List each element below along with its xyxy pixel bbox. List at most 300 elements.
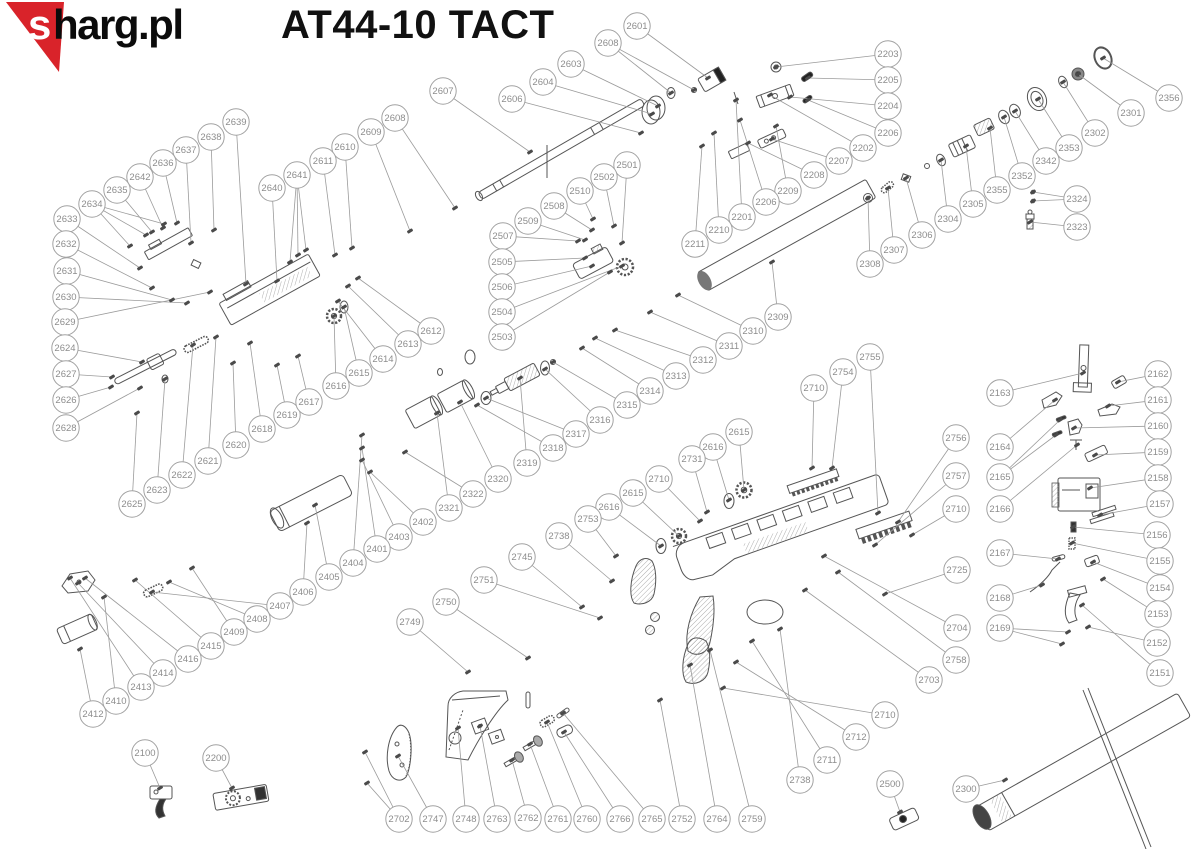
part-callout-2626[interactable]: [53, 387, 79, 413]
part-callout-2202[interactable]: [850, 135, 876, 161]
leader-line: [563, 713, 652, 819]
callout-number: 2401: [366, 544, 388, 556]
part-callout-2640[interactable]: [259, 175, 285, 201]
part-callout-2636[interactable]: [150, 150, 176, 176]
part-callout-2169[interactable]: [987, 615, 1013, 641]
callout-number: 2601: [626, 21, 648, 33]
part-pin-glyph: [1059, 641, 1066, 647]
callout-number: 2307: [883, 245, 905, 257]
part-callout-2304[interactable]: [935, 206, 961, 232]
part-callout-2754[interactable]: [830, 359, 856, 385]
part-callout-2317[interactable]: [563, 421, 589, 447]
part-callout-2306[interactable]: [909, 222, 935, 248]
callout-number: 2508: [543, 201, 565, 213]
part-pin-glyph: [720, 685, 727, 691]
part-callout-2766[interactable]: [607, 806, 633, 832]
part-callout-2613[interactable]: [395, 331, 421, 357]
part-pin-glyph: [575, 238, 582, 244]
part-callout-2635[interactable]: [104, 177, 130, 203]
callout-number: 2640: [261, 183, 283, 195]
part-callout-2750[interactable]: [433, 589, 459, 615]
part-callout-2755[interactable]: [857, 344, 883, 370]
part-callout-2315[interactable]: [614, 392, 640, 418]
part-callout-2712[interactable]: [843, 724, 869, 750]
leader-line: [502, 272, 610, 337]
part-callout-2305[interactable]: [960, 191, 986, 217]
part-callout-2759[interactable]: [739, 806, 765, 832]
callout-number: 2749: [399, 617, 421, 629]
part-pin-glyph: [733, 659, 740, 665]
part-pin-glyph: [1100, 55, 1107, 61]
part-callout-2624[interactable]: [52, 335, 78, 361]
part-callout-2762[interactable]: [515, 805, 541, 831]
part-callout-2166[interactable]: [987, 496, 1013, 522]
part-callout-2502[interactable]: [591, 164, 617, 190]
callout-number: 2159: [1147, 447, 1169, 459]
callout-number: 2615: [728, 427, 750, 439]
leader-line: [615, 330, 703, 360]
part-callout-2155[interactable]: [1147, 548, 1173, 574]
callout-number: 2203: [877, 49, 899, 61]
callout-number: 2356: [1158, 93, 1180, 105]
part-callout-2205[interactable]: [875, 67, 901, 93]
callout-number: 2507: [492, 231, 514, 243]
part-callout-2162[interactable]: [1145, 361, 1171, 387]
part-callout-2764[interactable]: [704, 806, 730, 832]
part-callout-2632[interactable]: [53, 231, 79, 257]
part-callout-2710[interactable]: [646, 466, 672, 492]
part-callout-2760[interactable]: [574, 806, 600, 832]
part-callout-2415[interactable]: [198, 633, 224, 659]
part-callout-2608[interactable]: [595, 30, 621, 56]
part-pin-glyph: [143, 232, 150, 238]
callout-number: 2402: [412, 517, 434, 529]
callout-number: 2310: [742, 326, 764, 338]
part-callout-2161[interactable]: [1145, 387, 1171, 413]
part-callout-2352[interactable]: [1009, 163, 1035, 189]
page-title: AT44-10 TACT: [281, 3, 555, 47]
part-callout-2504[interactable]: [489, 299, 515, 325]
part-callout-2623[interactable]: [144, 477, 170, 503]
part-callout-2752[interactable]: [669, 806, 695, 832]
callout-number: 2500: [879, 779, 901, 791]
part-callout-2406[interactable]: [290, 579, 316, 605]
callout-number: 2353: [1058, 143, 1080, 155]
part-callout-2508[interactable]: [541, 193, 567, 219]
part-pin-glyph: [184, 300, 191, 306]
leader-line: [824, 556, 957, 628]
callout-number: 2301: [1120, 108, 1142, 120]
part-callout-2751[interactable]: [471, 567, 497, 593]
part-pin-glyph: [108, 384, 115, 390]
callout-number: 2638: [200, 132, 222, 144]
part-callout-2206[interactable]: [875, 120, 901, 146]
part-pin-glyph: [1060, 79, 1067, 85]
part-callout-2201[interactable]: [729, 204, 755, 230]
part-callout-2160[interactable]: [1145, 413, 1171, 439]
callout-number: 2619: [276, 410, 298, 422]
callout-number: 2163: [989, 388, 1011, 400]
part-callout-2211[interactable]: [682, 231, 708, 257]
callout-number: 2750: [435, 597, 457, 609]
leader-line: [776, 54, 888, 67]
part-pin-glyph: [295, 353, 302, 359]
part-callout-2314[interactable]: [637, 378, 663, 404]
part-callout-2753[interactable]: [575, 506, 601, 532]
part-callout-2163[interactable]: [987, 380, 1013, 406]
part-callout-2761[interactable]: [545, 806, 571, 832]
part-pin-glyph: [638, 130, 645, 136]
part-callout-2353[interactable]: [1056, 135, 1082, 161]
part-callout-2154[interactable]: [1147, 575, 1173, 601]
part-callout-2615[interactable]: [620, 480, 646, 506]
part-callout-2355[interactable]: [984, 177, 1010, 203]
part-pin-glyph: [895, 519, 902, 525]
callout-number: 2766: [609, 814, 631, 826]
part-callout-2324[interactable]: [1064, 186, 1090, 212]
part-callout-2617[interactable]: [296, 389, 322, 415]
callout-number: 2407: [269, 601, 291, 613]
part-callout-2758[interactable]: [943, 647, 969, 673]
part-callout-2710[interactable]: [872, 702, 898, 728]
callout-number: 2764: [706, 814, 728, 826]
part-callout-2608[interactable]: [382, 105, 408, 131]
part-pin-glyph: [67, 575, 74, 581]
part-pin-glyph: [1105, 403, 1112, 409]
part-callout-2711[interactable]: [814, 747, 840, 773]
part-callout-2703[interactable]: [916, 667, 942, 693]
part-callout-2606[interactable]: [499, 86, 525, 112]
part-callout-2207[interactable]: [826, 148, 852, 174]
part-callout-2611[interactable]: [310, 148, 336, 174]
callout-number: 2167: [989, 548, 1011, 560]
part-pin-glyph: [1092, 452, 1099, 458]
part-callout-2506[interactable]: [489, 274, 515, 300]
callout-number: 2612: [420, 326, 442, 338]
leader-line: [395, 118, 455, 208]
leader-line: [182, 345, 193, 475]
callout-number: 2416: [177, 654, 199, 666]
part-callout-2158[interactable]: [1145, 465, 1171, 491]
callout-number: 2415: [200, 641, 222, 653]
part-callout-2301[interactable]: [1118, 100, 1144, 126]
part-callout-2614[interactable]: [370, 346, 396, 372]
leader-line: [362, 448, 377, 549]
part-callout-2609[interactable]: [358, 119, 384, 145]
part-callout-2318[interactable]: [540, 435, 566, 461]
part-callout-2323[interactable]: [1064, 214, 1090, 240]
part-callout-2159[interactable]: [1145, 439, 1171, 465]
callout-number: 2757: [945, 471, 967, 483]
callout-number: 2158: [1147, 473, 1169, 485]
part-callout-2633[interactable]: [54, 206, 80, 232]
part-callout-2410[interactable]: [103, 688, 129, 714]
callout-number: 2628: [55, 423, 77, 435]
part-callout-2710[interactable]: [801, 375, 827, 401]
part-callout-2620[interactable]: [223, 432, 249, 458]
callout-number: 2413: [130, 682, 152, 694]
part-callout-2503[interactable]: [489, 324, 515, 350]
leader-line: [690, 665, 717, 819]
part-callout-2505[interactable]: [489, 249, 515, 275]
part-callout-2747[interactable]: [420, 806, 446, 832]
part-callout-2413[interactable]: [128, 674, 154, 700]
part-callout-2630[interactable]: [53, 284, 79, 310]
part-pin-glyph: [395, 753, 402, 759]
part-callout-2312[interactable]: [690, 347, 716, 373]
part-callout-2307[interactable]: [881, 237, 907, 263]
callout-number: 2414: [152, 668, 174, 680]
callout-number: 2710: [874, 710, 896, 722]
callout-number: 2204: [877, 101, 899, 113]
part-callout-2208[interactable]: [801, 162, 827, 188]
callout-number: 2738: [789, 775, 811, 787]
part-callout-2710[interactable]: [943, 496, 969, 522]
leader-line: [486, 398, 576, 434]
part-callout-2622[interactable]: [169, 462, 195, 488]
callout-number: 2320: [487, 474, 509, 486]
part-callout-2300[interactable]: [953, 776, 979, 802]
part-callout-2316[interactable]: [587, 407, 613, 433]
part-pin-glyph: [189, 565, 196, 571]
callout-number: 2616: [598, 502, 620, 514]
part-callout-2634[interactable]: [79, 191, 105, 217]
part-callout-2308[interactable]: [857, 251, 883, 277]
callout-number: 2151: [1149, 668, 1171, 680]
part-callout-2165[interactable]: [987, 464, 1013, 490]
part-callout-2408[interactable]: [244, 606, 270, 632]
part-callout-2615[interactable]: [726, 419, 752, 445]
callouts-layer: [52, 13, 1182, 832]
callout-number: 2637: [175, 145, 197, 157]
part-callout-2206[interactable]: [753, 189, 779, 215]
leader-line: [353, 435, 362, 563]
part-callout-2616[interactable]: [323, 373, 349, 399]
callout-number: 2639: [225, 117, 247, 129]
part-callout-2401[interactable]: [364, 536, 390, 562]
part-callout-2151[interactable]: [1147, 660, 1173, 686]
part-pin-glyph: [149, 285, 156, 291]
part-callout-2638[interactable]: [198, 124, 224, 150]
callout-number: 2153: [1147, 609, 1169, 621]
part-callout-2501[interactable]: [614, 152, 640, 178]
part-callout-2704[interactable]: [944, 615, 970, 641]
leader-line: [236, 122, 246, 284]
part-callout-2402[interactable]: [410, 509, 436, 535]
callout-number: 2627: [55, 369, 77, 381]
part-pin-glyph: [1001, 114, 1008, 120]
part-callout-2738[interactable]: [787, 767, 813, 793]
part-callout-2320[interactable]: [485, 466, 511, 492]
stock-hardware-drawings: [471, 692, 573, 770]
part-pin-glyph: [335, 298, 342, 304]
callout-number: 2616: [325, 381, 347, 393]
part-callout-2628[interactable]: [53, 415, 79, 441]
callout-number: 2611: [312, 156, 334, 168]
callout-number: 2629: [54, 317, 76, 329]
part-callout-2500[interactable]: [877, 771, 903, 797]
callout-number: 2710: [803, 383, 825, 395]
part-callout-2618[interactable]: [249, 416, 275, 442]
callout-number: 2616: [702, 442, 724, 454]
part-callout-2745[interactable]: [509, 544, 535, 570]
part-callout-2612[interactable]: [418, 318, 444, 344]
part-callout-2153[interactable]: [1145, 601, 1171, 627]
callout-number: 2633: [56, 214, 78, 226]
callout-number: 2752: [671, 814, 693, 826]
part-pin-glyph: [149, 229, 156, 235]
part-callout-2603[interactable]: [558, 51, 584, 77]
part-pin-glyph: [589, 227, 596, 233]
part-callout-2621[interactable]: [195, 448, 221, 474]
rear-stock-drawing: [446, 691, 508, 760]
part-callout-2763[interactable]: [484, 806, 510, 832]
part-pin-glyph: [207, 289, 214, 295]
part-callout-2309[interactable]: [765, 304, 791, 330]
part-callout-2302[interactable]: [1082, 120, 1108, 146]
part-pin-glyph: [749, 638, 756, 644]
part-callout-2756[interactable]: [943, 425, 969, 451]
part-callout-2637[interactable]: [173, 137, 199, 163]
part-callout-2407[interactable]: [267, 593, 293, 619]
part-callout-2167[interactable]: [987, 540, 1013, 566]
callout-number: 2754: [832, 367, 854, 379]
part-callout-2510[interactable]: [567, 178, 593, 204]
magazine-gear-drawings: [327, 301, 752, 554]
leader-line: [870, 357, 878, 513]
part-callout-2738[interactable]: [546, 523, 572, 549]
part-pin-glyph: [1071, 425, 1078, 431]
part-callout-2631[interactable]: [54, 258, 80, 284]
part-callout-2157[interactable]: [1147, 491, 1173, 517]
part-callout-2356[interactable]: [1156, 85, 1182, 111]
part-callout-2749[interactable]: [397, 609, 423, 635]
leader-line: [838, 572, 956, 660]
part-callout-2311[interactable]: [716, 333, 742, 359]
part-callout-2204[interactable]: [875, 93, 901, 119]
part-pin-glyph: [726, 497, 733, 503]
callout-number: 2100: [134, 748, 156, 760]
part-callout-2404[interactable]: [340, 550, 366, 576]
callout-number: 2738: [548, 531, 570, 543]
callout-number: 2624: [54, 343, 76, 355]
part-callout-2629[interactable]: [52, 309, 78, 335]
part-callout-2412[interactable]: [80, 701, 106, 727]
callout-number: 2745: [511, 552, 533, 564]
leader-line: [564, 732, 620, 819]
callout-number: 2165: [989, 472, 1011, 484]
callout-number: 2211: [684, 239, 706, 251]
part-pin-glyph: [166, 579, 173, 585]
part-pin-glyph: [1012, 108, 1019, 114]
callout-number: 2201: [731, 212, 753, 224]
part-callout-2405[interactable]: [316, 564, 342, 590]
front-sight-drawing: [56, 260, 201, 645]
callout-number: 2316: [589, 415, 611, 427]
part-pin-glyph: [452, 205, 459, 211]
part-callout-2203[interactable]: [875, 41, 901, 67]
callout-number: 2412: [82, 709, 104, 721]
callout-number: 2759: [741, 814, 763, 826]
callout-number: 2160: [1147, 421, 1169, 433]
part-callout-2416[interactable]: [175, 646, 201, 672]
part-callout-2615[interactable]: [346, 360, 372, 386]
part-callout-2342[interactable]: [1033, 148, 1059, 174]
leader-line: [437, 413, 449, 508]
barrel-drawing: [474, 99, 645, 202]
part-callout-2100[interactable]: [132, 740, 158, 766]
logo[interactable]: [2, 0, 232, 82]
callout-number: 2161: [1147, 395, 1169, 407]
part-callout-2625[interactable]: [119, 491, 145, 517]
part-callout-2702[interactable]: [386, 806, 412, 832]
leader-line: [208, 337, 216, 461]
part-pin-glyph: [402, 449, 409, 455]
breech-block-drawing: [142, 224, 320, 325]
callout-number: 2613: [397, 339, 419, 351]
part-callout-2731[interactable]: [679, 446, 705, 472]
callout-number: 2502: [593, 172, 615, 184]
callout-number: 2610: [334, 142, 356, 154]
part-callout-2164[interactable]: [987, 434, 1013, 460]
callout-number: 2312: [692, 355, 714, 367]
part-pin-glyph: [647, 309, 654, 315]
callout-number: 2609: [360, 127, 382, 139]
part-callout-2607[interactable]: [430, 78, 456, 104]
part-callout-2601[interactable]: [624, 13, 650, 39]
part-callout-2409[interactable]: [221, 619, 247, 645]
part-callout-2748[interactable]: [453, 806, 479, 832]
part-pin-glyph: [1002, 777, 1009, 783]
part-callout-2200[interactable]: [203, 745, 229, 771]
part-callout-2604[interactable]: [530, 69, 556, 95]
part-callout-2210[interactable]: [706, 217, 732, 243]
part-callout-2321[interactable]: [436, 495, 462, 521]
callout-number: 2710: [945, 504, 967, 516]
part-callout-2168[interactable]: [987, 585, 1013, 611]
part-callout-2639[interactable]: [223, 109, 249, 135]
callout-number: 2615: [348, 368, 370, 380]
callout-number: 2751: [473, 575, 495, 587]
part-callout-2509[interactable]: [515, 208, 541, 234]
part-callout-2310[interactable]: [740, 318, 766, 344]
part-callout-2757[interactable]: [943, 463, 969, 489]
part-callout-2507[interactable]: [490, 223, 516, 249]
part-callout-2156[interactable]: [1144, 522, 1170, 548]
part-callout-2152[interactable]: [1144, 630, 1170, 656]
part-callout-2725[interactable]: [944, 557, 970, 583]
part-pin-glyph: [612, 327, 619, 333]
part-callout-2627[interactable]: [53, 361, 79, 387]
callout-number: 2636: [152, 158, 174, 170]
part-callout-2765[interactable]: [639, 806, 665, 832]
leader-line: [714, 133, 719, 230]
part-callout-2322[interactable]: [460, 481, 486, 507]
callout-number: 2725: [946, 565, 968, 577]
part-pin-glyph: [589, 263, 596, 269]
leader-line: [571, 64, 658, 106]
part-callout-2641[interactable]: [284, 162, 310, 188]
cylinder-tube-drawing: [969, 688, 1190, 849]
part-callout-2319[interactable]: [514, 450, 540, 476]
callout-number: 2305: [962, 199, 984, 211]
callout-number: 2504: [491, 307, 513, 319]
part-callout-2313[interactable]: [663, 363, 689, 389]
part-pin-glyph: [364, 780, 371, 786]
callout-number: 2403: [388, 532, 410, 544]
callout-number: 2342: [1035, 156, 1057, 168]
part-callout-2642[interactable]: [127, 164, 153, 190]
